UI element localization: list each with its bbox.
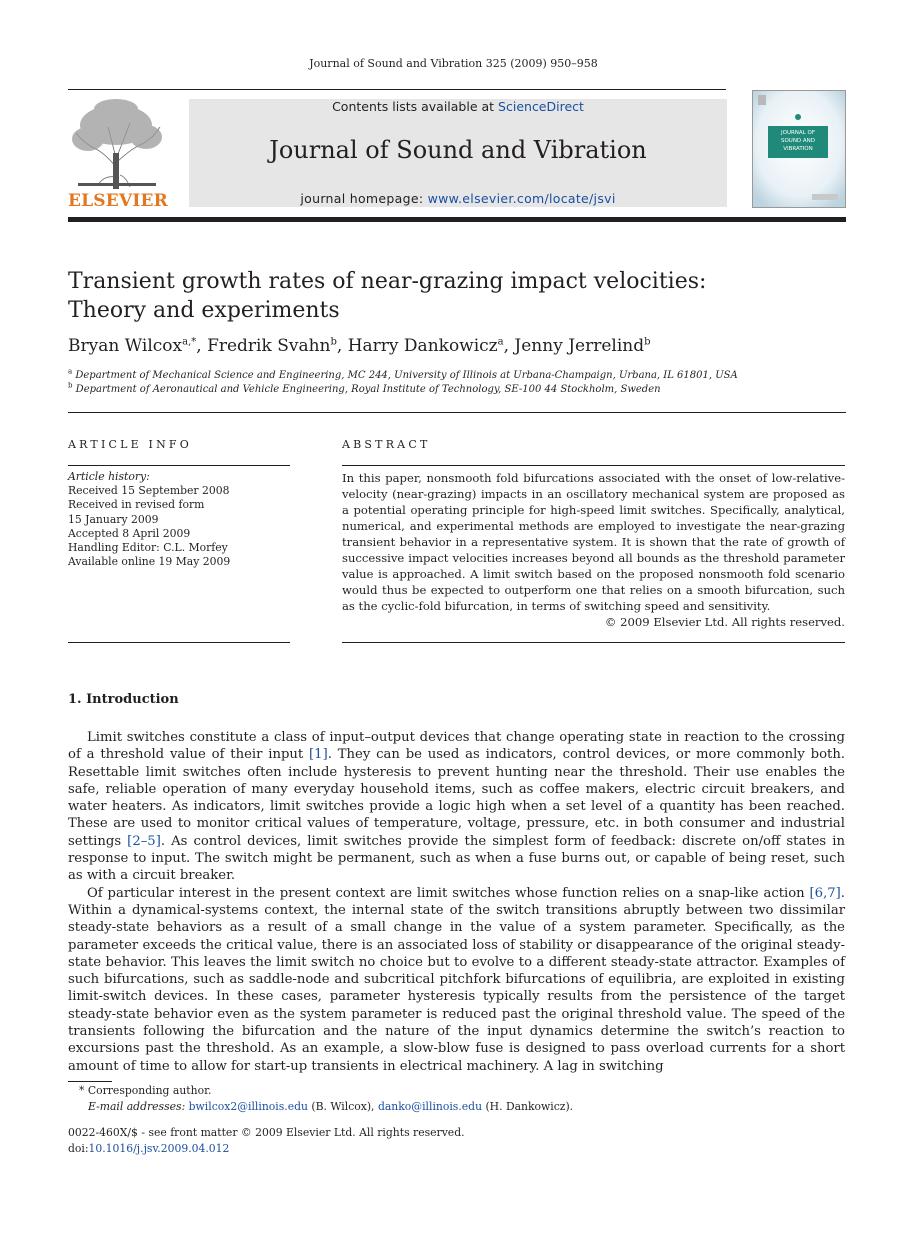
author-name[interactable]: Bryan Wilcox [68,336,183,356]
history-line: Received in revised form [68,498,205,512]
paragraph: Of particular interest in the present context are limit switches whose function relies on a snap-like action [6,7]. Within a dynamical-systems context, the internal state of the switch transitions abruptly between two dissimilar steady-state behaviors as a result of a small change in the value of a system parameter. Specifically, as the parameter exceeds the critical value, there is an associated loss of stability or disappearance of the original steady-state behavior. This leaves the limit switch no choice but to evolve to a different steady-state attractor. Examples of such bifurcations, such as saddle-node and subcritical pitchfork bifurcations of equilibria, are exploited in existing limit-switch devices. In these cases, parameter hysteresis typically results from the persistence of the target steady-state behavior even as the system parameter is reduced past the original threshold value. The speed of the transients following the bifurcation and the nature of the input dynamics determine the switch’s reaction to excursions past the threshold. As an example, a slow-blow fuse is designed to pass overload currents for a short amount of time to allow for start-up transients in electrical machinery. A lag in switching [68,885,845,1074]
running-head: Journal of Sound and Vibration 325 (2009) 950–958 [309,57,598,70]
email-link[interactable]: bwilcox2@illinois.edu [188,1099,308,1113]
abstract-heading: ABSTRACT [342,438,431,451]
sciencedirect-link[interactable]: ScienceDirect [498,99,584,114]
section-rule [68,412,846,413]
homepage-line [189,191,727,206]
section-heading-introduction: 1. Introduction [68,692,179,707]
doi-link[interactable]: 10.1016/j.jsv.2009.04.012 [88,1141,230,1155]
author-list: Bryan Wilcox$^{a,*}$, Fredrik Svahn$^b$, Harry Dankowicz$^a$, Jenny Jerrelind$^b$ [68,336,651,356]
citation-link[interactable]: [1] [309,747,328,763]
abstract-copyright: © 2009 Elsevier Ltd. All rights reserved. [604,615,845,629]
header-top-rule [68,89,726,90]
history-label: Article history: [68,470,150,483]
article-info-rule [68,465,290,466]
author-affil-mark: a [497,336,504,348]
contents-line [189,99,727,114]
homepage-prefix: journal homepage: [300,191,428,206]
footnote-rule [68,1081,112,1082]
abstract-text: In this paper, nonsmooth fold bifurcations associated with the onset of low-relative-velocity (near-grazing) impacts in an oscillatory mechanical system are proposed as a potential operating principle for high-speed limit switches. Specifically, analytical, numerical, and experimental methods are employed to investigate the near-grazing transient behavior in a representative system. It is shown that the rate of growth of successive impact velocities increases beyond all bounds as the threshold parameter value is approached. A limit switch based on the proposed nonsmooth fold scenario would thus be expected to outperform one that relies on a smooth bifurcation, such as the cyclic-fold bifurcation, in terms of switching speed and sensitivity. [342,471,845,613]
header-thick-rule [68,217,846,222]
author-name[interactable]: Fredrik Svahn [207,336,331,356]
abstract-rule [342,465,845,466]
homepage-link[interactable]: www.elsevier.com/locate/jsvi [427,191,616,206]
contents-prefix: Contents lists available at [332,99,499,114]
footnotes [68,1083,848,1114]
publisher-wordmark: ELSEVIER [68,191,168,211]
article-history [68,470,290,569]
email-link[interactable]: danko@illinois.edu [377,1099,483,1113]
history-line: Available online 19 May 2009 [68,555,231,569]
abstract-bottom-rule [342,642,845,643]
citation-link[interactable]: [6,7] [809,885,841,901]
author-affil-mark: b [330,336,337,348]
paragraph: Limit switches constitute a class of input–output devices that change operating state in reaction to the crossing of a threshold value of their input [1]. They can be used as indicators, control devices, or more commonly both. Resettable limit switches often include hysteresis to prevent hunting near the threshold. Their use enables the safe, reliable operation of many everyday household items, such as coffee makers, electric circuit breakers, and water heaters. As indicators, limit switches provide a logic high when a set level of a quantity has been reached. These are used to monitor critical values of temperature, voltage, pressure, etc. in both consumer and industrial settings [2–5]. As control devices, limit switches provide the simplest form of feedback: discrete on/off states in response to input. The switch might be permanent, such as when a fuse burns out, or capable of being reset, such as with a circuit breaker. [68,730,846,884]
author-affil-mark: a,* [182,336,197,348]
corresponding-author-note: * Corresponding author. [79,1084,212,1097]
issn-line: 0022-460X/$ - see front matter © 2009 Elsevier Ltd. All rights reserved. [68,1126,465,1139]
cover-title: JOURNAL OF SOUND AND VIBRATION [780,130,816,152]
article-info-heading: ARTICLE INFO [68,438,192,451]
author-name[interactable]: Harry Dankowicz [347,336,498,356]
article-info-bottom-rule [68,642,290,643]
author-name[interactable]: Jenny Jerrelind [514,336,645,356]
doi-line: doi:10.1016/j.jsv.2009.04.012 [68,1141,230,1155]
affiliation: $^a$ Department of Mechanical Science and Engineering, MC 244, University of Illinois at Urbana-Champaign, Urbana, IL 61801, USA [68,367,738,381]
article-title: Transient growth rates of near-grazing impact velocities: Theory and experiments [68,269,707,323]
history-line: Handling Editor: C.L. Morfey [68,541,228,555]
history-line: 15 January 2009 [68,512,159,526]
email-note: E-mail addresses: bwilcox2@illinois.edu (B. Wilcox), danko@illinois.edu (H. Dankowicz). [88,1099,574,1113]
abstract-body [342,470,845,630]
affiliation: $^b$ Department of Aeronautical and Vehicle Engineering, Royal Institute of Technology, SE-100 44 Stockholm, Sweden [68,381,661,395]
author-affil-mark: b [644,336,651,348]
history-line: Accepted 8 April 2009 [68,526,191,540]
history-line: Received 15 September 2008 [68,484,230,498]
citation-link[interactable]: [2–5] [127,833,161,849]
journal-title: Journal of Sound and Vibration [269,136,647,164]
introduction-body [68,729,845,1075]
front-matter-info [68,1125,848,1156]
